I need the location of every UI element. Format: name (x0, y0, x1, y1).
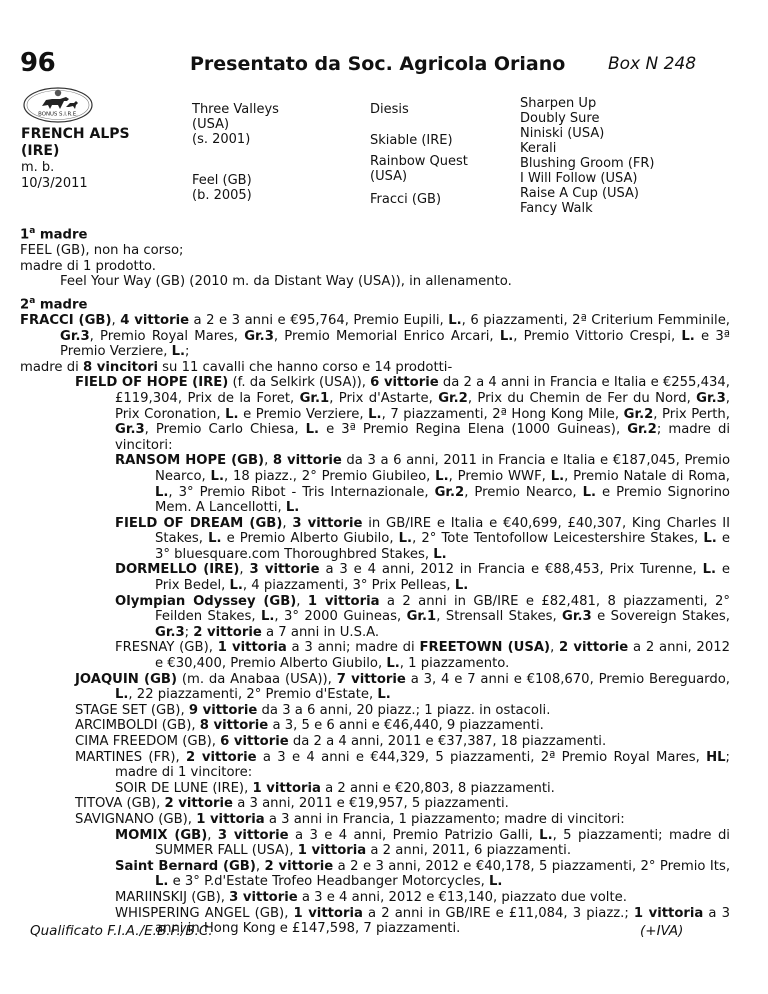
horse-details (21, 160, 88, 192)
first-dam-section: 1$^a$ madre FEEL (GB), non ha corso; madre di 1 prodotto. Feel Your Way (GB) (2010 m. da Distant Way (USA)), in allenamento. (20, 224, 730, 290)
martines-entry: MARTINES (FR), 2 vittorie a 3 e 4 anni e €44,329, 5 piazzamenti, 2ª Premio Royal Mares, HL; madre di 1 vincitore: (75, 749, 730, 781)
ransom-hope-entry: RANSOM HOPE (GB), 8 vittorie da 3 a 6 anni, 2011 in Francia e Italia e €187,045, Premio Nearco, L., 18 piazz., 2° Premio Giubileo, L., Premio WWF, L., Premio Natale di Roma, L., 3° Premio Ribot - Tris Internazionale, Gr.2, Premio Nearco, L. e Premio Signorino Mem. A Lancellotti, L. (115, 453, 731, 516)
fracci-entry: FRACCI (GB), 4 vittorie a 2 e 3 anni e €95,764, Premio Eupili, L., 6 piazzamenti, 2ª Criterium Femminile, Gr.3, Premio Royal Mares, Gr.3, Premio Memorial Enrico Arcari, L., Premio Vittorio Crespi, L. e 3ª Premio Verziere, L.; (20, 312, 731, 360)
savignano-entry: SAVIGNANO (GB), 1 vittoria a 3 anni in Francia, 1 piazzamento; madre di vincitori: (75, 811, 625, 827)
qualification-note: Qualificato F.I.A./E.B.F./B.C. (30, 923, 213, 939)
pedigree-dam-dam: Fracci (GB) (370, 192, 442, 207)
bonus-sire-logo (22, 86, 94, 124)
arcimboldi-entry: ARCIMBOLDI (GB), 8 vittorie a 3, 5 e 6 anni e €46,440, 9 piazzamenti. (75, 718, 544, 734)
titova-entry: TITOVA (GB), 2 vittorie a 3 anni, 2011 e €19,957, 5 piazzamenti. (75, 796, 509, 812)
cima-freedom-entry: CIMA FREEDOM (GB), 6 vittorie da 2 a 4 anni, 2011 e €37,387, 18 piazzamenti. (75, 734, 607, 750)
field-of-hope-entry: FIELD OF HOPE (IRE) (f. da Selkirk (USA)), 6 vittorie da 2 a 4 anni in Francia e Italia e €255,434, £119,304, Prix de la Foret, Gr.1, Prix d'Astarte, Gr.2, Prix du Chemin de Fer du Nord, Gr.3, Prix Coronation, L. e Premio Verziere, L., 7 piazzamenti, 2ª Hong Kong Mile, Gr.2, Prix Perth, Gr.3, Premio Carlo Chiesa, L. e 3ª Premio Regina Elena (1000 Guineas), Gr.2; madre di vincitori: (75, 375, 730, 453)
second-dam-section: 2$^a$ madre FRACCI (GB), 4 vittorie a 2 e 3 anni e €95,764, Premio Eupili, L., 6 piazzamenti, 2ª Criterium Femminile, Gr.3, Premio Royal Mares, Gr.3, Premio Memorial Enrico Arcari, L., Premio Vittorio Crespi, L. e 3ª Premio Verziere, L.; madre di 8 vincitori su 11 cavalli che hanno corso e 14 prodotti- FIELD OF HOPE (IRE) (f. da Selkirk (USA)), 6 vittorie da 2 a 4 anni in Francia e Italia e €255,434, £119,304, Prix de la Foret, Gr.1, Prix d'Astarte, Gr.2, Prix du Chemin de Fer du Nord, Gr.3, Prix Coronation, L. e Premio Verziere, L., 7 piazzamenti, 2ª Hong Kong Mile, Gr.2, Prix Perth, Gr.3, Premio Carlo Chiesa, L. e 3ª Premio Regina Elena (1000 Guineas), Gr.2; madre di vincitori: RANSOM HOPE (GB), 8 vittorie da 3 a 6 anni, 2011 in Francia e Italia e €187,045, Premio Nearco, L., 18 piazz., 2° Premio Giubileo, L., Premio WWF, L., Premio Natale di Roma, L., 3° Premio Ribot - Tris Internazionale, Gr.2, Premio Nearco, L. e Premio Signorino Mem. A Lancellotti, L. FIELD OF DREAM (GB), 3 vittorie in GB/IRE e Italia e €40,699, £40,307, King Charles II Stakes, L. e Premio Alberto Giubilo, L., 2° Tote Tentofollow Leicestershire Stakes, L. e 3° bluesquare.com Thoroughbred Stakes, L. DORMELLO (IRE), 3 vittorie a 3 e 4 anni, 2012 in Francia e €88,453, Prix Turenne, L. e Prix Bedel, L., 4 piazzamenti, 3° Prix Pelleas, L. Olympian Odyssey (GB), 1 vittoria a 2 anni in GB/IRE e £82,481, 8 piazzamenti, 2° Feilden Stakes, L., 3° 2000 Guineas, Gr.1, Strensall Stakes, Gr.3 e Sovereign Stakes, Gr.3; 2 vittorie a 7 anni in U.S.A. FRESNAY (GB), 1 vittoria a 3 anni; madre di FREETOWN (USA), 2 vittorie a 2 anni, 2012 e €30,400, Premio Alberto Giubilo, L., 1 piazzamento. JOAQUIN (GB) (m. da Anabaa (USA)), 7 vittorie a 3, 4 e 7 anni e €108,670, Premio Bereguardo, L., 22 piazzamenti, 2° Premio d'Estate, L. STAGE SET (GB), 9 vittorie da 3 a 6 anni, 20 piazz.; 1 piazz. in ostacoli. ARCIMBOLDI (GB), 8 vittorie a 3, 5 e 6 anni e €46,440, 9 piazzamenti. CIMA FREEDOM (GB), 6 vittorie da 2 a 4 anni, 2011 e €37,387, 18 piazzamenti. MARTINES (FR), 2 vittorie a 3 e 4 anni e €44,329, 5 piazzamenti, 2ª Premio Royal Mares, HL; madre di 1 vincitore: SOIR DE LUNE (IRE), 1 vittoria a 2 anni e €20,803, 8 piazzamenti. TITOVA (GB), 2 vittorie a 3 anni, 2011 e €19,957, 5 piazzamenti. SAVIGNANO (GB), 1 vittoria a 3 anni in Francia, 1 piazzamento; madre di vincitori: MOMIX (GB), 3 vittorie a 3 e 4 anni, Premio Patrizio Galli, L., 5 piazzamenti; madre di SUMMER FALL (USA), 1 vittoria a 2 anni, 2011, 6 piazzamenti. Saint Bernard (GB), 2 vittorie a 2 e 3 anni, 2012 e €40,178, 5 piazzamenti, 2° Premio Its, L. e 3° P.d'Estate Trofeo Headbanger Motorcycles, L. MARIINSKIJ (GB), 3 vittorie a 3 e 4 anni, 2012 e €13,140, piazzato due volte. WHISPERING ANGEL (GB), 1 vittoria a 2 anni in GB/IRE e £11,084, 3 piazz.; 1 vittoria a 3 anni in Hong Kong e £147,598, 7 piazzamenti. (20, 296, 731, 937)
mariinskij-entry: MARIINSKIJ (GB), 3 vittorie a 3 e 4 anni, 2012 e €13,140, piazzato due volte. (115, 889, 627, 905)
field-of-dream-entry: FIELD OF DREAM (GB), 3 vittorie in GB/IRE e Italia e €40,699, £40,307, King Charles II Stakes, L. e Premio Alberto Giubilo, L., 2° Tote Tentofollow Leicestershire Stakes, L. e 3° bluesquare.com Thoroughbred Stakes, L. (115, 515, 731, 562)
first-dam-heading: 1$^a$ madre (20, 226, 88, 243)
olympian-odyssey-entry: Olympian Odyssey (GB), 1 vittoria a 2 anni in GB/IRE e £82,481, 8 piazzamenti, 2° Feilden Stakes, L., 3° 2000 Guineas, Gr.1, Strensall Stakes, Gr.3 e Sovereign Stakes, Gr.3; 2 vittorie a 7 anni in U.S.A. (115, 593, 730, 640)
pedigree-dam-sire: Rainbow Quest (USA) (370, 154, 468, 184)
horse-name: FRENCH ALPS (IRE) (21, 126, 130, 159)
foal-date: 10/3/2011 (21, 176, 88, 191)
soir-de-lune-entry: SOIR DE LUNE (IRE), 1 vittoria a 2 anni e €20,803, 8 piazzamenti. (115, 780, 555, 796)
pedigree-sire-dam: Skiable (IRE) (370, 133, 453, 148)
pedigree-dam: Feel (GB) (b. 2005) (192, 173, 252, 203)
pedigree-sire: Three Valleys (USA) (s. 2001) (192, 102, 279, 147)
joaquin-entry: JOAQUIN (GB) (m. da Anabaa (USA)), 7 vittorie a 3, 4 e 7 anni e €108,670, Premio Bereguardo, L., 22 piazzamenti, 2° Premio d'Estate, L. (75, 671, 731, 703)
svg-text:BONUS S.I.R.E.: BONUS S.I.R.E. (38, 111, 78, 118)
second-dam-heading: 2$^a$ madre (20, 296, 88, 313)
pedigree-sire-sire: Diesis (370, 102, 409, 117)
fresnay-entry: FRESNAY (GB), 1 vittoria a 3 anni; madre di FREETOWN (USA), 2 vittorie a 2 anni, 2012 e €30,400, Premio Alberto Giubilo, L., 1 piazzamento. (115, 640, 730, 672)
whispering-angel-entry: WHISPERING ANGEL (GB), 1 vittoria a 2 anni in GB/IRE e £11,084, 3 piazz.; 1 vittoria a 3 anni in Hong Kong e £147,598, 7 piazzamenti. (115, 905, 731, 937)
saint-bernard-entry: Saint Bernard (GB), 2 vittorie a 2 e 3 anni, 2012 e €40,178, 5 piazzamenti, 2° Premio Its, L. e 3° P.d'Estate Trofeo Headbanger Motorcycles, L. (115, 858, 731, 890)
pedigree-third-generation: Sharpen Up Doubly Sure Niniski (USA) Kerali Blushing Groom (FR) I Will Follow (USA) Raise A Cup (USA) Fancy Walk (520, 96, 655, 216)
vat-note: (+IVA) (640, 923, 684, 939)
box-number: Box N 248 (608, 54, 697, 74)
stage-set-entry: STAGE SET (GB), 9 vittorie da 3 a 6 anni, 20 piazz.; 1 piazz. in ostacoli. (75, 702, 551, 718)
lot-number: 96 (20, 48, 56, 78)
color-sex: m. b. (21, 160, 55, 175)
presenter-title: Presentato da Soc. Agricola Oriano (190, 53, 566, 75)
dormello-entry: DORMELLO (IRE), 3 vittorie a 3 e 4 anni, 2012 in Francia e €88,453, Prix Turenne, L. e Prix Bedel, L., 4 piazzamenti, 3° Prix Pelleas, L. (115, 562, 730, 594)
momix-entry: MOMIX (GB), 3 vittorie a 3 e 4 anni, Premio Patrizio Galli, L., 5 piazzamenti; madre di SUMMER FALL (USA), 1 vittoria a 2 anni, 2011, 6 piazzamenti. (115, 827, 730, 859)
